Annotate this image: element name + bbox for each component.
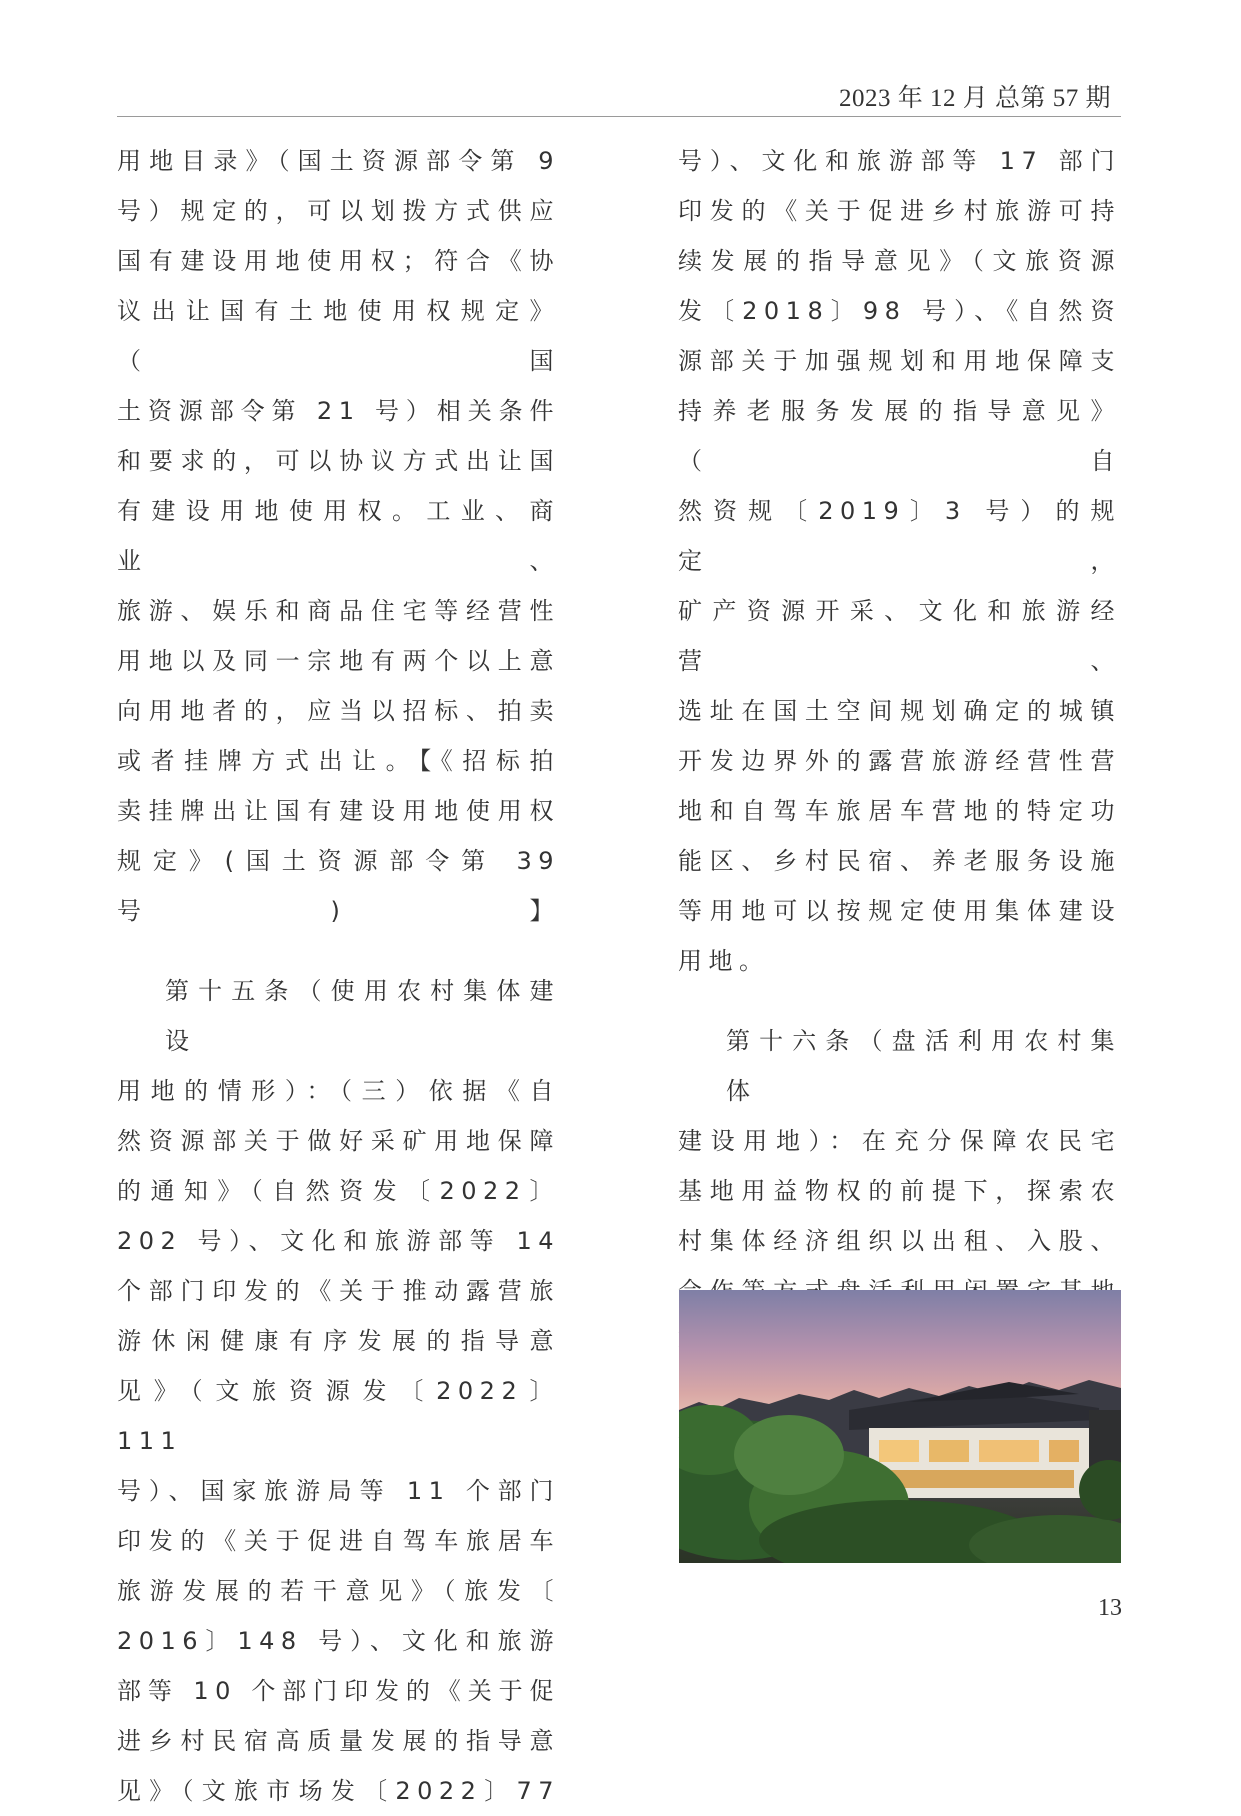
text-line: 选址在国土空间规划确定的城镇 <box>678 697 1121 725</box>
text-line: 第十六条（盘活利用农村集体 <box>726 1027 1121 1105</box>
right-column <box>678 136 1121 1466</box>
text-line: 用地。 <box>678 947 770 975</box>
text-line: 能区、乡村民宿、养老服务设施 <box>678 847 1121 875</box>
text-line: 建设用地）：在充分保障农民宅 <box>678 1127 1121 1155</box>
text-line: 开发边界外的露营旅游经营性营 <box>678 747 1121 775</box>
text-line: 然资规〔2019〕3 号）的规定， <box>678 497 1121 575</box>
text-line: 的通知》（自然资发〔2022〕 <box>117 1177 560 1205</box>
text-line: 基地用益物权的前提下，探索农 <box>678 1177 1121 1205</box>
text-line: 印发的《关于促进自驾车旅居车 <box>117 1527 560 1555</box>
text-line: 和要求的，可以协议方式出让国 <box>117 447 560 475</box>
text-line: 印发的《关于促进乡村旅游可持 <box>678 197 1121 225</box>
paragraph-land-catalog <box>117 136 560 936</box>
text-line: 向用地者的，应当以招标、拍卖 <box>117 697 560 725</box>
text-line: 或者挂牌方式出让。【《招标拍 <box>117 747 560 775</box>
text-line: 持养老服务发展的指导意见》（自 <box>678 397 1121 475</box>
left-column <box>117 136 560 1816</box>
text-line: 见》（文旅市场发〔2022〕77 <box>117 1777 560 1805</box>
text-line: 地和自驾车旅居车营地的特定功 <box>678 797 1121 825</box>
text-line: 号）、文化和旅游部等 17 部门 <box>678 147 1121 175</box>
photo-scene <box>679 1290 1121 1563</box>
text-line: 然资源部关于做好采矿用地保障 <box>117 1127 560 1155</box>
text-line: 202 号）、文化和旅游部等 14 <box>117 1227 560 1255</box>
text-line: 源部关于加强规划和用地保障支 <box>678 347 1121 375</box>
text-line: 规定》(国土资源部令第 39 号)】 <box>117 847 560 925</box>
text-line: 号）规定的，可以划拨方式供应 <box>117 197 560 225</box>
issue-label: 2023 年 12 月 总第 57 期 <box>838 85 1111 112</box>
text-line: 个部门印发的《关于推动露营旅 <box>117 1277 560 1305</box>
text-line: 旅游发展的若干意见》（旅发〔 <box>117 1577 560 1605</box>
text-line: 部等 10 个部门印发的《关于促 <box>117 1677 560 1705</box>
text-line: 第十五条（使用农村集体建设 <box>165 977 560 1055</box>
text-line: 有建设用地使用权。工业、商业、 <box>117 497 560 575</box>
page-number: 13 <box>1098 1595 1122 1621</box>
page-header <box>117 82 1121 117</box>
text-line: 用地的情形）：（三）依据《自 <box>117 1077 560 1105</box>
text-line: 等用地可以按规定使用集体建设 <box>678 897 1121 925</box>
text-line: 见》（文旅资源发〔2022〕111 <box>117 1377 560 1455</box>
text-line: 土资源部令第 21 号）相关条件 <box>117 397 560 425</box>
text-line: 村集体经济组织以出租、入股、 <box>678 1227 1121 1255</box>
paragraph-article-15-cont <box>678 136 1121 986</box>
text-line: 进乡村民宿高质量发展的指导意 <box>117 1727 560 1755</box>
paragraph-article-15 <box>117 966 560 1816</box>
text-line: 矿产资源开采、文化和旅游经营、 <box>678 597 1121 675</box>
text-line: 议出让国有土地使用权规定》（国 <box>117 297 560 375</box>
village-homestay-photo <box>679 1290 1121 1563</box>
text-line: 旅游、娱乐和商品住宅等经营性 <box>117 597 560 625</box>
text-line: 2016〕148 号）、文化和旅游 <box>117 1627 560 1655</box>
text-line: 用地目录》（国土资源部令第 9 <box>117 147 560 175</box>
text-line: 游休闲健康有序发展的指导意 <box>117 1327 560 1355</box>
text-line: 卖挂牌出让国有建设用地使用权 <box>117 797 560 825</box>
text-line: 号）、国家旅游局等 11 个部门 <box>117 1477 560 1505</box>
text-line: 国有建设用地使用权；符合《协 <box>117 247 560 275</box>
text-line: 发〔2018〕98 号）、《自然资 <box>678 297 1121 325</box>
text-line: 用地以及同一宗地有两个以上意 <box>117 647 560 675</box>
text-line: 续发展的指导意见》（文旅资源 <box>678 247 1121 275</box>
